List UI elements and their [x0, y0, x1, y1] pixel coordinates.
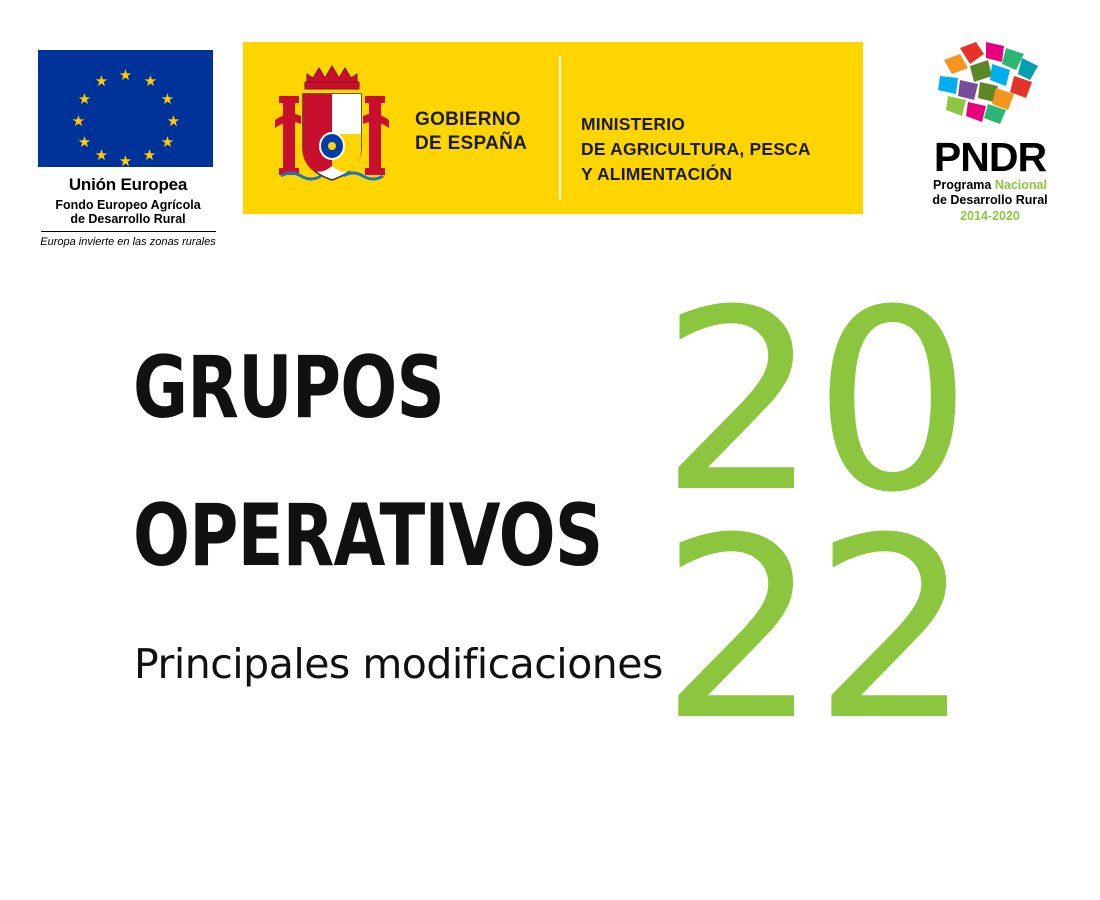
eu-star-icon: ★ [166, 113, 181, 130]
ministerio-line2: DE AGRICULTURA, PESCA [581, 139, 811, 159]
pndr-line1 [905, 178, 1075, 193]
year-bottom: 22 [660, 484, 967, 775]
eu-star-icon: ★ [94, 73, 109, 90]
eu-subtitle-line1: Fondo Europeo Agrícola [55, 198, 201, 212]
year-top: 20 [660, 256, 967, 547]
eu-star-icon: ★ [142, 147, 157, 164]
eu-star-icon: ★ [71, 113, 86, 130]
eu-tagline: Europa invierte en las zonas rurales [40, 236, 216, 248]
eu-star-icon: ★ [160, 134, 175, 151]
eu-subtitle-line2: de Desarrollo Rural [70, 212, 186, 226]
ministerio-line3: Y ALIMENTACIÓN [581, 164, 733, 184]
eu-flag-icon [38, 50, 213, 170]
gobierno-vertical-divider [559, 56, 561, 200]
page-title-line1: GRUPOS [133, 338, 445, 438]
eu-star-icon: ★ [118, 67, 133, 84]
pndr-line1-prefix: Programa [933, 178, 995, 192]
eu-star-icon: ★ [77, 91, 92, 108]
pndr-years: 2014-2020 [960, 209, 1020, 223]
header-band [0, 0, 1100, 250]
eu-star-icon: ★ [143, 73, 158, 90]
ministerio-line1: MINISTERIO [581, 114, 686, 134]
gobierno-band [243, 42, 863, 214]
pndr-logo-block [905, 40, 1075, 224]
page-title-line2: OPERATIVOS [133, 486, 603, 586]
year-graphic [660, 256, 1000, 775]
gobierno-line1: GOBIERNO [415, 109, 521, 130]
eu-logo-block [38, 50, 218, 248]
eu-star-icon: ★ [160, 91, 175, 108]
gobierno-text [415, 108, 527, 156]
pndr-acronym: PNDR [933, 134, 1047, 180]
gobierno-line2: DE ESPAÑA [415, 133, 528, 154]
spain-coat-of-arms-icon [267, 58, 397, 198]
page-subtitle: Principales modificaciones [134, 640, 663, 688]
pndr-line1-accent: Nacional [994, 178, 1047, 192]
pndr-mosaic-icon [930, 40, 1050, 130]
ministerio-text [581, 112, 811, 187]
pndr-line2: de Desarrollo Rural [932, 193, 1048, 207]
eu-star-icon: ★ [118, 153, 133, 170]
eu-star-icon: ★ [77, 134, 92, 151]
eu-divider [41, 231, 216, 232]
eu-star-icon: ★ [94, 147, 109, 164]
eu-title: Unión Europea [68, 175, 188, 194]
